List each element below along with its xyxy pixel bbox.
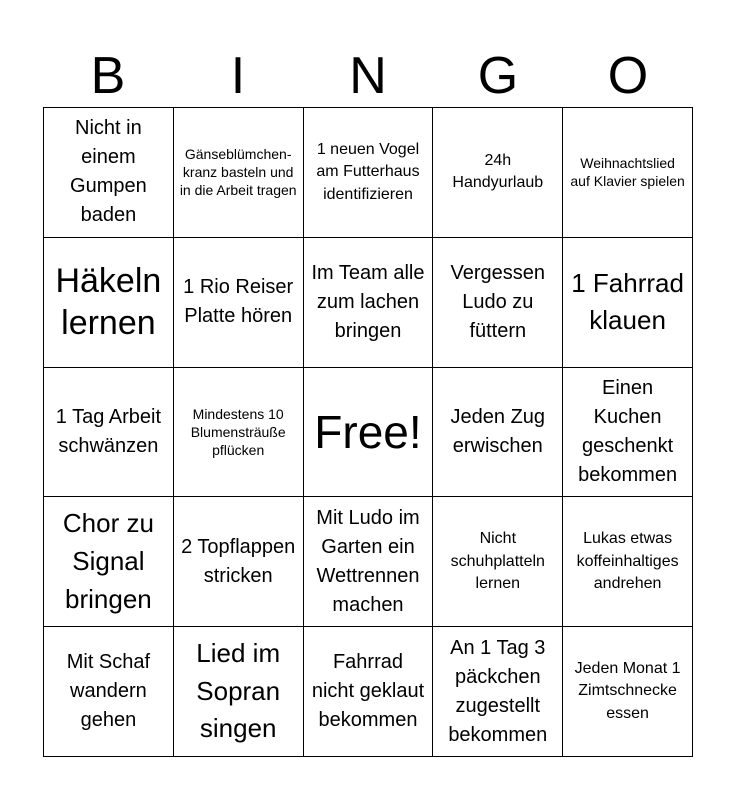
bingo-cell-r2-c4[interactable] [433,238,563,368]
bingo-cell-r5-c3[interactable] [304,627,434,757]
cell-text: 1 neuen Vogel am Futterhaus identifizieren [316,140,420,203]
bingo-cell-r4-c4[interactable] [433,497,563,627]
bingo-cell-r4-c1[interactable] [44,497,174,627]
cell-text: Chor zu Signal bringen [62,508,154,614]
bingo-cell-r3-c2[interactable] [174,368,304,498]
bingo-cell-r4-c5[interactable] [563,497,693,627]
bingo-header [43,44,693,108]
cell-text: Nicht schuhplatteln lernen [450,530,545,592]
cell-text: Gänseblümchen-kranz basteln und in die Arbeit tragen [179,146,297,199]
bingo-cell-r5-c1[interactable] [44,627,174,757]
cell-text: Jeden Zug erwischen [450,405,546,457]
cell-text: Im Team alle zum lachen bringen [311,261,425,342]
bingo-cell-r1-c2[interactable] [174,108,304,238]
cell-text: Häkeln lernen [55,261,162,343]
header-letter-o: O [607,47,649,105]
cell-text: 2 Topflappen stricken [181,535,296,587]
bingo-cell-r3-c5[interactable] [563,368,693,498]
cell-text: Mit Schaf wandern gehen [66,651,151,732]
bingo-cell-r4-c3[interactable] [304,497,434,627]
header-letter-i: I [230,47,246,105]
bingo-cell-r2-c2[interactable] [174,238,304,368]
cell-text: Weihnachtslied auf Klavier spielen [570,155,685,190]
header-letter-b: B [90,47,126,105]
cell-text: 24h Handyurlaub [452,152,544,192]
cell-text: Mindestens 10 Blumensträuße pflücken [190,405,286,459]
cell-text: 1 Tag Arbeit schwänzen [55,405,162,457]
cell-text: Fahrrad nicht geklaut bekommen [311,651,425,732]
cell-text: 1 Fahrrad klauen [571,267,684,336]
bingo-cell-r2-c1[interactable] [44,238,174,368]
cell-text: Einen Kuchen geschenkt bekommen [578,376,678,486]
cell-text: Free! [314,405,422,458]
header-letter-g: G [477,47,519,105]
bingo-cell-r3-c4[interactable] [433,368,563,498]
bingo-cell-r5-c2[interactable] [174,627,304,757]
bingo-cell-r4-c2[interactable] [174,497,304,627]
bingo-cell-r2-c3[interactable] [304,238,434,368]
cell-text: An 1 Tag 3 päckchen zugestellt bekommen [448,636,548,746]
bingo-cell-r1-c1[interactable] [44,108,174,238]
cell-text: Vergessen Ludo zu füttern [450,261,546,342]
cell-text: Nicht in einem Gumpen baden [70,117,147,227]
bingo-cell-r5-c5[interactable] [563,627,693,757]
bingo-board [43,107,693,757]
cell-text: 1 Rio Reiser Platte hören [183,276,294,328]
bingo-cell-r5-c4[interactable] [433,627,563,757]
cell-text: Lied im Sopran singen [196,638,281,744]
cell-text: Jeden Monat 1 Zimtschnecke essen [574,660,681,722]
bingo-cell-r1-c3[interactable] [304,108,434,238]
bingo-cell-r3-c1[interactable] [44,368,174,498]
cell-text: Lukas etwas koffeinhaltiges andrehen [576,530,679,592]
bingo-cell-free[interactable] [304,368,434,498]
bingo-cell-r2-c5[interactable] [563,238,693,368]
bingo-cell-r1-c4[interactable] [433,108,563,238]
cell-text: Mit Ludo im Garten ein Wettrennen machen [316,506,420,616]
bingo-cell-r1-c5[interactable] [563,108,693,238]
header-letter-n: N [349,47,387,105]
